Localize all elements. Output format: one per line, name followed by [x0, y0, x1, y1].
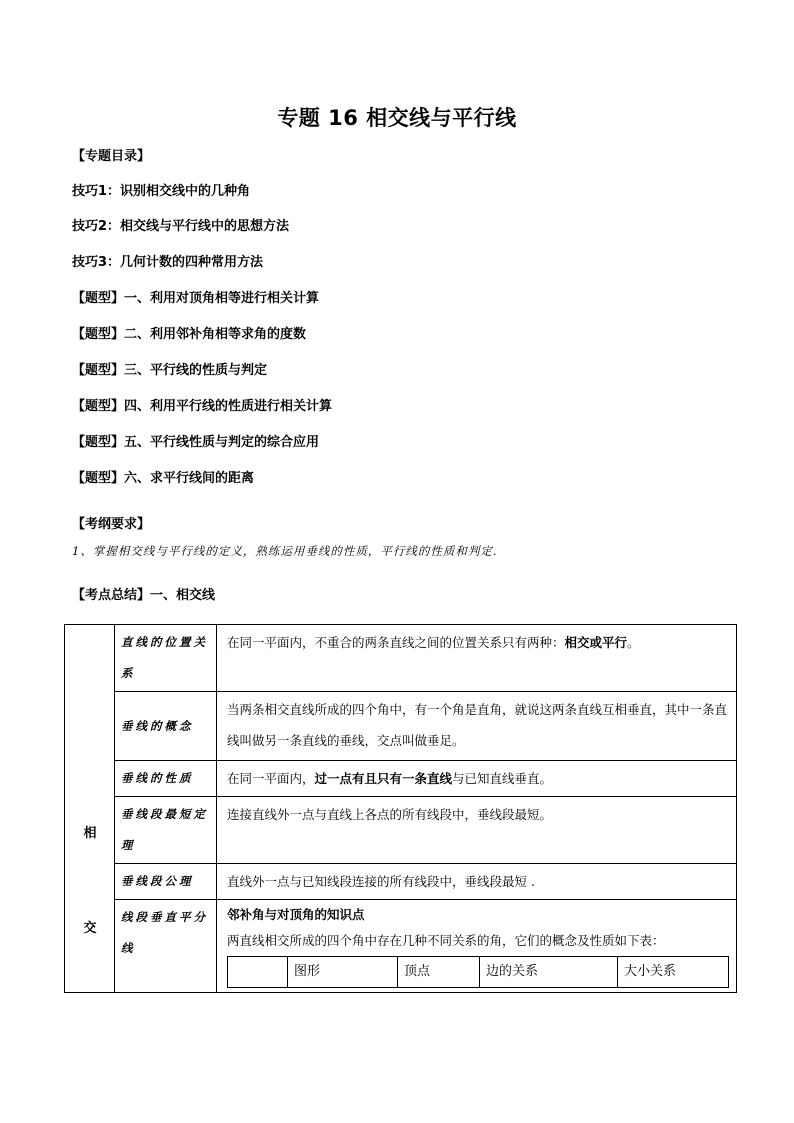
subtable-header-cell: 图形	[288, 957, 398, 988]
row-text: 两直线相交所成的四个角中存在几种不同关系的角，它们的概念及性质如下表：	[227, 933, 665, 948]
row-name: 垂线段最短定理	[115, 797, 217, 864]
row-content	[217, 625, 737, 692]
toc-item: 技巧1：识别相交线中的几种角	[72, 184, 251, 199]
row-text: 在同一平面内，不重合的两条直线之间的位置关系只有两种：	[227, 635, 565, 650]
toc-item: 【题型】五、平行线性质与判定的综合应用	[72, 435, 320, 450]
row-content	[217, 761, 737, 797]
subtable-header-cell	[228, 957, 288, 988]
table-row	[65, 900, 737, 993]
toc-header: 【专题目录】	[72, 149, 151, 164]
table-row	[65, 864, 737, 900]
subtable-header-row	[228, 957, 729, 988]
row-text-bold: 相交或平行	[564, 635, 628, 650]
table-row	[65, 692, 737, 761]
subtable-header-cell: 边的关系	[480, 957, 618, 988]
table-row	[65, 761, 737, 797]
row-content: 连接直线外一点与直线上各点的所有线段中，垂线段最短。	[217, 797, 737, 864]
row-text: 。	[627, 635, 640, 650]
row-name: 线段垂直平分线	[115, 900, 217, 993]
category-char: 相	[83, 826, 97, 841]
toc-item: 【题型】一、利用对顶角相等进行相关计算	[72, 291, 320, 306]
row-name: 垂线的概念	[115, 692, 217, 761]
knowledge-table	[64, 624, 737, 993]
table-row	[65, 797, 737, 864]
subtable-header-cell: 顶点	[398, 957, 480, 988]
table-row	[65, 625, 737, 692]
toc-item: 【题型】二、利用邻补角相等求角的度数	[72, 327, 307, 342]
row-content: 当两条相交直线所成的四个角中，有一个角是直角，就说这两条直线互相垂直，其中一条直线叫做另一条直线的垂线，交点叫做垂足。	[217, 692, 737, 761]
toc-item: 【题型】六、求平行线间的距离	[72, 471, 255, 486]
toc-item: 【题型】三、平行线的性质与判定	[72, 363, 268, 378]
requirement-text: 1、掌握相交线与平行线的定义，熟练运用垂线的性质，平行线的性质和判定.	[72, 544, 498, 558]
toc-item: 技巧3：几何计数的四种常用方法	[72, 255, 264, 270]
row-name: 垂线的性质	[115, 761, 217, 797]
row-text: 在同一平面内，	[227, 771, 315, 786]
toc-item: 【题型】四、利用平行线的性质进行相关计算	[72, 399, 333, 414]
requirements-header: 【考纲要求】	[72, 517, 151, 532]
summary-header: 【考点总结】一、相交线	[72, 588, 216, 603]
category-cell	[65, 625, 115, 993]
row-content	[217, 900, 737, 993]
row-name: 垂线段公理	[115, 864, 217, 900]
row-content: 直线外一点与已知线段连接的所有线段中，垂线段最短 .	[217, 864, 737, 900]
subtable-header-cell: 大小关系	[618, 957, 729, 988]
page-title: 专题 16 相交线与平行线	[277, 106, 517, 130]
category-char: 交	[83, 921, 97, 936]
row-text-bold: 过一点有且只有一条直线	[314, 771, 453, 786]
row-heading: 邻补角与对顶角的知识点	[227, 907, 365, 922]
row-text: 与已知直线垂直。	[452, 771, 553, 786]
row-name: 直线的位置关系	[115, 625, 217, 692]
angle-subtable	[227, 956, 729, 988]
toc-item: 技巧2：相交线与平行线中的思想方法	[72, 219, 290, 234]
